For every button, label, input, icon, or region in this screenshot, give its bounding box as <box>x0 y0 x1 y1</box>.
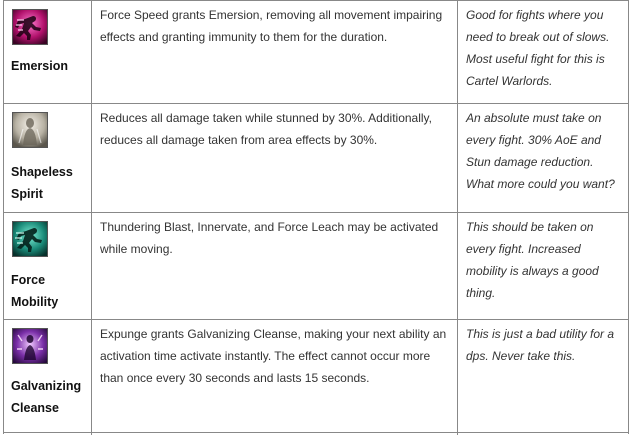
utility-name-cell <box>4 213 91 320</box>
utility-note: This is just a bad utility for a dps. Never take this. <box>466 327 615 363</box>
utility-description-cell <box>91 1 457 104</box>
utility-note: An absolute must take on every fight. 30% AoE and Stun damage reduction. What more could you want? <box>466 111 615 191</box>
utility-note: This should be taken on every fight. Increased mobility is always a good thing. <box>466 220 599 300</box>
utility-note-cell <box>457 213 628 320</box>
utility-note-cell <box>457 104 628 213</box>
emersion-icon <box>12 9 48 45</box>
utility-name: Emersion <box>11 59 68 73</box>
utility-name: Force Mobility <box>11 273 59 309</box>
utility-note-cell <box>457 1 628 104</box>
utilities-table <box>3 0 629 434</box>
galvanizing-cleanse-icon <box>12 328 48 364</box>
utility-description-cell <box>91 104 457 213</box>
table-row <box>4 103 628 213</box>
table-bottom-border <box>3 432 629 433</box>
utility-name-cell <box>4 104 91 213</box>
table-row <box>4 319 628 435</box>
shapeless-spirit-icon <box>12 112 48 148</box>
force-mobility-icon <box>12 221 48 257</box>
utility-name: Galvanizing Cleanse <box>11 379 82 415</box>
utility-description-cell <box>91 320 457 435</box>
utility-description: Expunge grants Galvanizing Cleanse, making your next ability an activation time activate instantly. The effect cannot occur more than once every 30 seconds and lasts 15 seconds. <box>100 327 447 385</box>
utility-note-cell <box>457 320 628 435</box>
utility-description-cell <box>91 213 457 320</box>
utility-name: Shapeless Spirit <box>11 165 73 201</box>
utility-name-cell <box>4 1 91 104</box>
utility-description: Thundering Blast, Innervate, and Force Leach may be activated while moving. <box>100 220 439 256</box>
table-row <box>4 0 628 104</box>
utility-description: Reduces all damage taken while stunned by 30%. Additionally, reduces all damage taken from area effects by 30%. <box>100 111 432 147</box>
utility-name-cell <box>4 320 91 435</box>
table-row <box>4 212 628 320</box>
utility-description: Force Speed grants Emersion, removing all movement impairing effects and granting immunity to them for the duration. <box>100 8 443 44</box>
utility-note: Good for fights where you need to break out of slows. Most useful fight for this is Cartel Warlords. <box>466 8 610 88</box>
